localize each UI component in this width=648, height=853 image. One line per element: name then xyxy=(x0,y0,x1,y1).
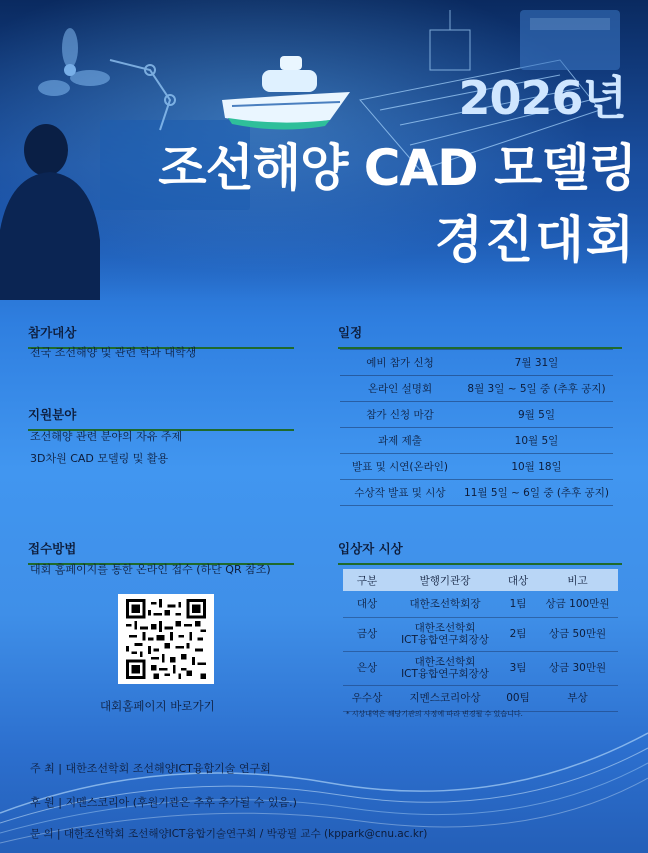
robot-arm-icon xyxy=(110,60,175,130)
schedule-row xyxy=(340,454,613,480)
awards-prize: 상금 100만원 xyxy=(537,591,618,617)
schedule-item: 온라인 설명회 xyxy=(340,376,460,402)
schedule-item: 발표 및 시연(온라인) xyxy=(340,454,460,480)
propeller-icon xyxy=(38,28,110,96)
schedule-row xyxy=(340,428,613,454)
awards-note: * 시상내역은 해당기관의 사정에 따라 변경될 수 있습니다. xyxy=(346,710,523,718)
apply-heading: 접수방법 xyxy=(28,539,294,565)
qr-code-image xyxy=(123,599,209,679)
awards-prize: 상금 30만원 xyxy=(537,651,618,685)
schedule-date: 10월 18일 xyxy=(460,454,613,480)
awards-header-row xyxy=(343,569,618,591)
schedule-row xyxy=(340,402,613,428)
awards-prize: 상금 50만원 xyxy=(537,617,618,651)
hero-banner xyxy=(0,0,648,300)
awards-count: 2팀 xyxy=(499,617,537,651)
schedule-item: 예비 참가 신청 xyxy=(340,350,460,376)
title-main: 조선해양 CAD 모델링 xyxy=(158,139,636,197)
awards-org-line-1: 대한조선학회장 xyxy=(409,597,481,610)
schedule-date: 11월 5일 ~ 6일 중 (추후 공지) xyxy=(460,480,613,506)
schedule-date: 7월 31일 xyxy=(460,350,613,376)
awards-org-line-1: 지멘스코리아상 xyxy=(409,692,481,704)
awards-prize: 부상 xyxy=(537,685,618,711)
awards-org xyxy=(391,617,499,651)
schedule-date: 8월 3일 ~ 5일 중 (추후 공지) xyxy=(460,376,613,402)
schedule-row xyxy=(340,376,613,402)
awards-row xyxy=(343,685,618,711)
awards-org-line-1: 대한조선학회 xyxy=(414,622,476,634)
awards-col-class: 구분 xyxy=(343,569,391,591)
awards-org xyxy=(391,685,499,711)
awards-class: 은상 xyxy=(343,651,391,685)
awards-count: 3팀 xyxy=(499,651,537,685)
schedule-item: 수상작 발표 및 시상 xyxy=(340,480,460,506)
fields-line-2: 3D차원 CAD 모델링 및 활용 xyxy=(30,452,169,465)
qr-label[interactable]: 대회홈페이지 바로가기 xyxy=(100,699,215,713)
schedule-row xyxy=(340,350,613,376)
schedule-date: 10월 5일 xyxy=(460,428,613,454)
awards-org xyxy=(391,651,499,685)
awards-class: 우수상 xyxy=(343,685,391,711)
awards-col-count: 대상 xyxy=(499,569,537,591)
footer-host: 주 최 | 대한조선학회 조선해양ICT융합기술 연구회 xyxy=(30,762,271,775)
awards-org-line-2: ICT융합연구회장상 xyxy=(401,668,489,680)
awards-table xyxy=(343,569,618,712)
schedule-table xyxy=(340,349,613,506)
apply-text: 대회 홈페이지를 통한 온라인 접수 (하단 QR 참조) xyxy=(30,563,271,576)
awards-row xyxy=(343,591,618,617)
awards-row xyxy=(343,651,618,685)
awards-row xyxy=(343,617,618,651)
schedule-date: 9월 5일 xyxy=(460,402,613,428)
engine-icon xyxy=(520,10,620,70)
awards-count: 00팀 xyxy=(499,685,537,711)
footer-sponsor: 후 원 | 지멘스코리아 (후원기관은 추후 추가될 수 있음.) xyxy=(30,796,297,809)
footer-contact: 문 의 | 대한조선학회 조선해양ICT융합기술연구회 / 박광필 교수 (kppark@cnu.ac.kr) xyxy=(30,828,428,840)
schedule-item: 참가 신청 마감 xyxy=(340,402,460,428)
title-year: 2026년 xyxy=(458,71,626,125)
qr-code[interactable] xyxy=(118,594,214,684)
awards-class: 금상 xyxy=(343,617,391,651)
schedule-item: 과제 제출 xyxy=(340,428,460,454)
awards-class: 대상 xyxy=(343,591,391,617)
schedule-row xyxy=(340,480,613,506)
awards-org xyxy=(391,591,499,617)
participants-text: 전국 조선해양 및 관련 학과 대학생 xyxy=(30,346,197,359)
fields-line-1: 조선해양 관련 분야의 자유 주제 xyxy=(30,430,183,443)
ferry-ship-icon xyxy=(222,56,350,130)
awards-col-org: 발행기관장 xyxy=(391,569,499,591)
awards-col-prize: 비고 xyxy=(537,569,618,591)
engineer-figure xyxy=(0,124,100,300)
awards-heading: 입상자 시상 xyxy=(338,539,622,565)
awards-org-line-2: ICT융합연구회장상 xyxy=(401,634,489,646)
title-sub: 경진대회 xyxy=(434,211,636,269)
schedule-heading: 일정 xyxy=(338,323,622,349)
fields-heading: 지원분야 xyxy=(28,405,294,431)
participants-heading: 참가대상 xyxy=(28,323,294,349)
awards-count: 1팀 xyxy=(499,591,537,617)
awards-org-line-1: 대한조선학회 xyxy=(414,656,476,668)
